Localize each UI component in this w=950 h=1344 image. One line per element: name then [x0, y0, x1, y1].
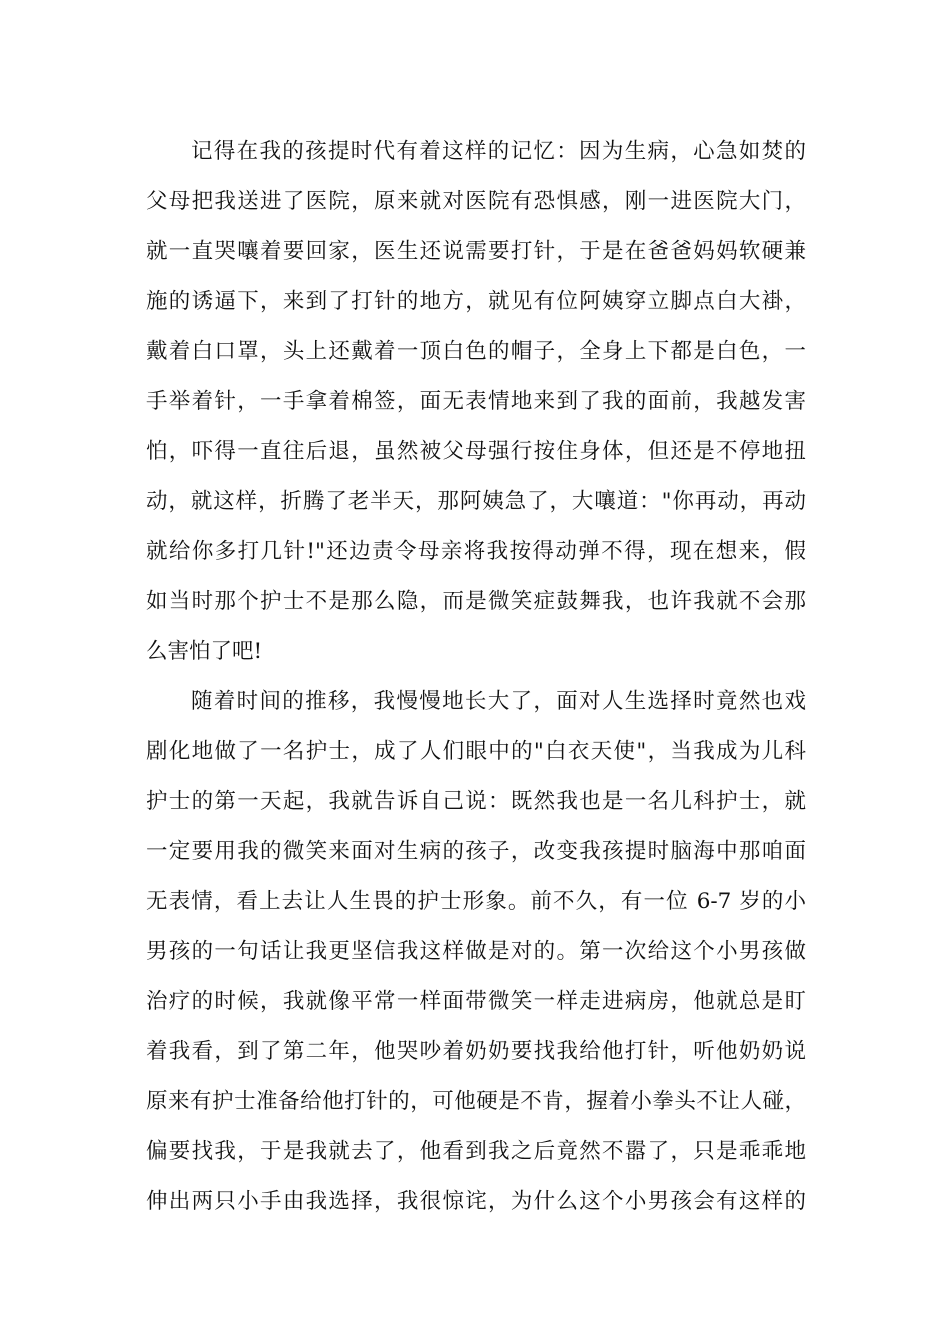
paragraph-1-line-8: 动，就这样，折腾了老半天，那阿姨急了，大嚷道："你再动，再动 [146, 489, 806, 514]
paragraph-2-line-5: 无表情，看上去让人生畏的护士形象。前不久，有一位 6-7 岁的小 [146, 889, 806, 914]
paragraph-1-line-10: 如当时那个护士不是那么隐，而是微笑症鼓舞我，也许我就不会那 [146, 589, 806, 614]
paragraph-2-line-7: 治疗的时候，我就像平常一样面带微笑一样走进病房，他就总是盯 [146, 989, 806, 1014]
paragraph-2-line-2: 剧化地做了一名护士，成了人们眼中的"白衣天使"，当我成为儿科 [146, 739, 806, 764]
paragraph-1-line-11: 么害怕了吧! [146, 639, 263, 664]
paragraph-1-line-9: 就给你多打几针!"还边责令母亲将我按得动弹不得，现在想来，假 [146, 539, 806, 564]
paragraph-1-line-4: 施的诱逼下，来到了打针的地方，就见有位阿姨穿立脚点白大褂， [146, 289, 806, 314]
paragraph-2-line-3: 护士的第一天起，我就告诉自己说：既然我也是一名儿科护士，就 [146, 789, 806, 814]
paragraph-1-line-1: 记得在我的孩提时代有着这样的记忆：因为生病，心急如焚的 [191, 139, 806, 164]
paragraph-2-line-10: 偏要找我，于是我就去了，他看到我之后竟然不嚣了，只是乖乖地 [146, 1139, 806, 1164]
paragraph-1-line-7: 怕，吓得一直往后退，虽然被父母强行按住身体，但还是不停地扭 [146, 439, 806, 464]
paragraph-1-line-6: 手举着针，一手拿着棉签，面无表情地来到了我的面前，我越发害 [146, 389, 806, 414]
paragraph-2-line-4: 一定要用我的微笑来面对生病的孩子，改变我孩提时脑海中那咱面 [146, 839, 806, 864]
paragraph-1-line-5: 戴着白口罩，头上还戴着一顶白色的帽子，全身上下都是白色，一 [146, 339, 806, 364]
paragraph-1-line-2: 父母把我送进了医院，原来就对医院有恐惧感，刚一进医院大门， [146, 189, 806, 214]
paragraph-2-line-1: 随着时间的推移，我慢慢地长大了，面对人生选择时竟然也戏 [191, 689, 806, 714]
paragraph-2-line-8: 着我看，到了第二年，他哭吵着奶奶要找我给他打针，听他奶奶说 [146, 1039, 806, 1064]
paragraph-2-line-6: 男孩的一句话让我更坚信我这样做是对的。第一次给这个小男孩做 [146, 939, 806, 964]
paragraph-2-line-9: 原来有护士准备给他打针的，可他硬是不肯，握着小拳头不让人碰， [146, 1089, 806, 1114]
paragraph-1-line-3: 就一直哭嚷着要回家，医生还说需要打针，于是在爸爸妈妈软硬兼 [146, 239, 806, 264]
paragraph-2-line-11: 伸出两只小手由我选择，我很惊诧，为什么这个小男孩会有这样的 [146, 1189, 806, 1214]
